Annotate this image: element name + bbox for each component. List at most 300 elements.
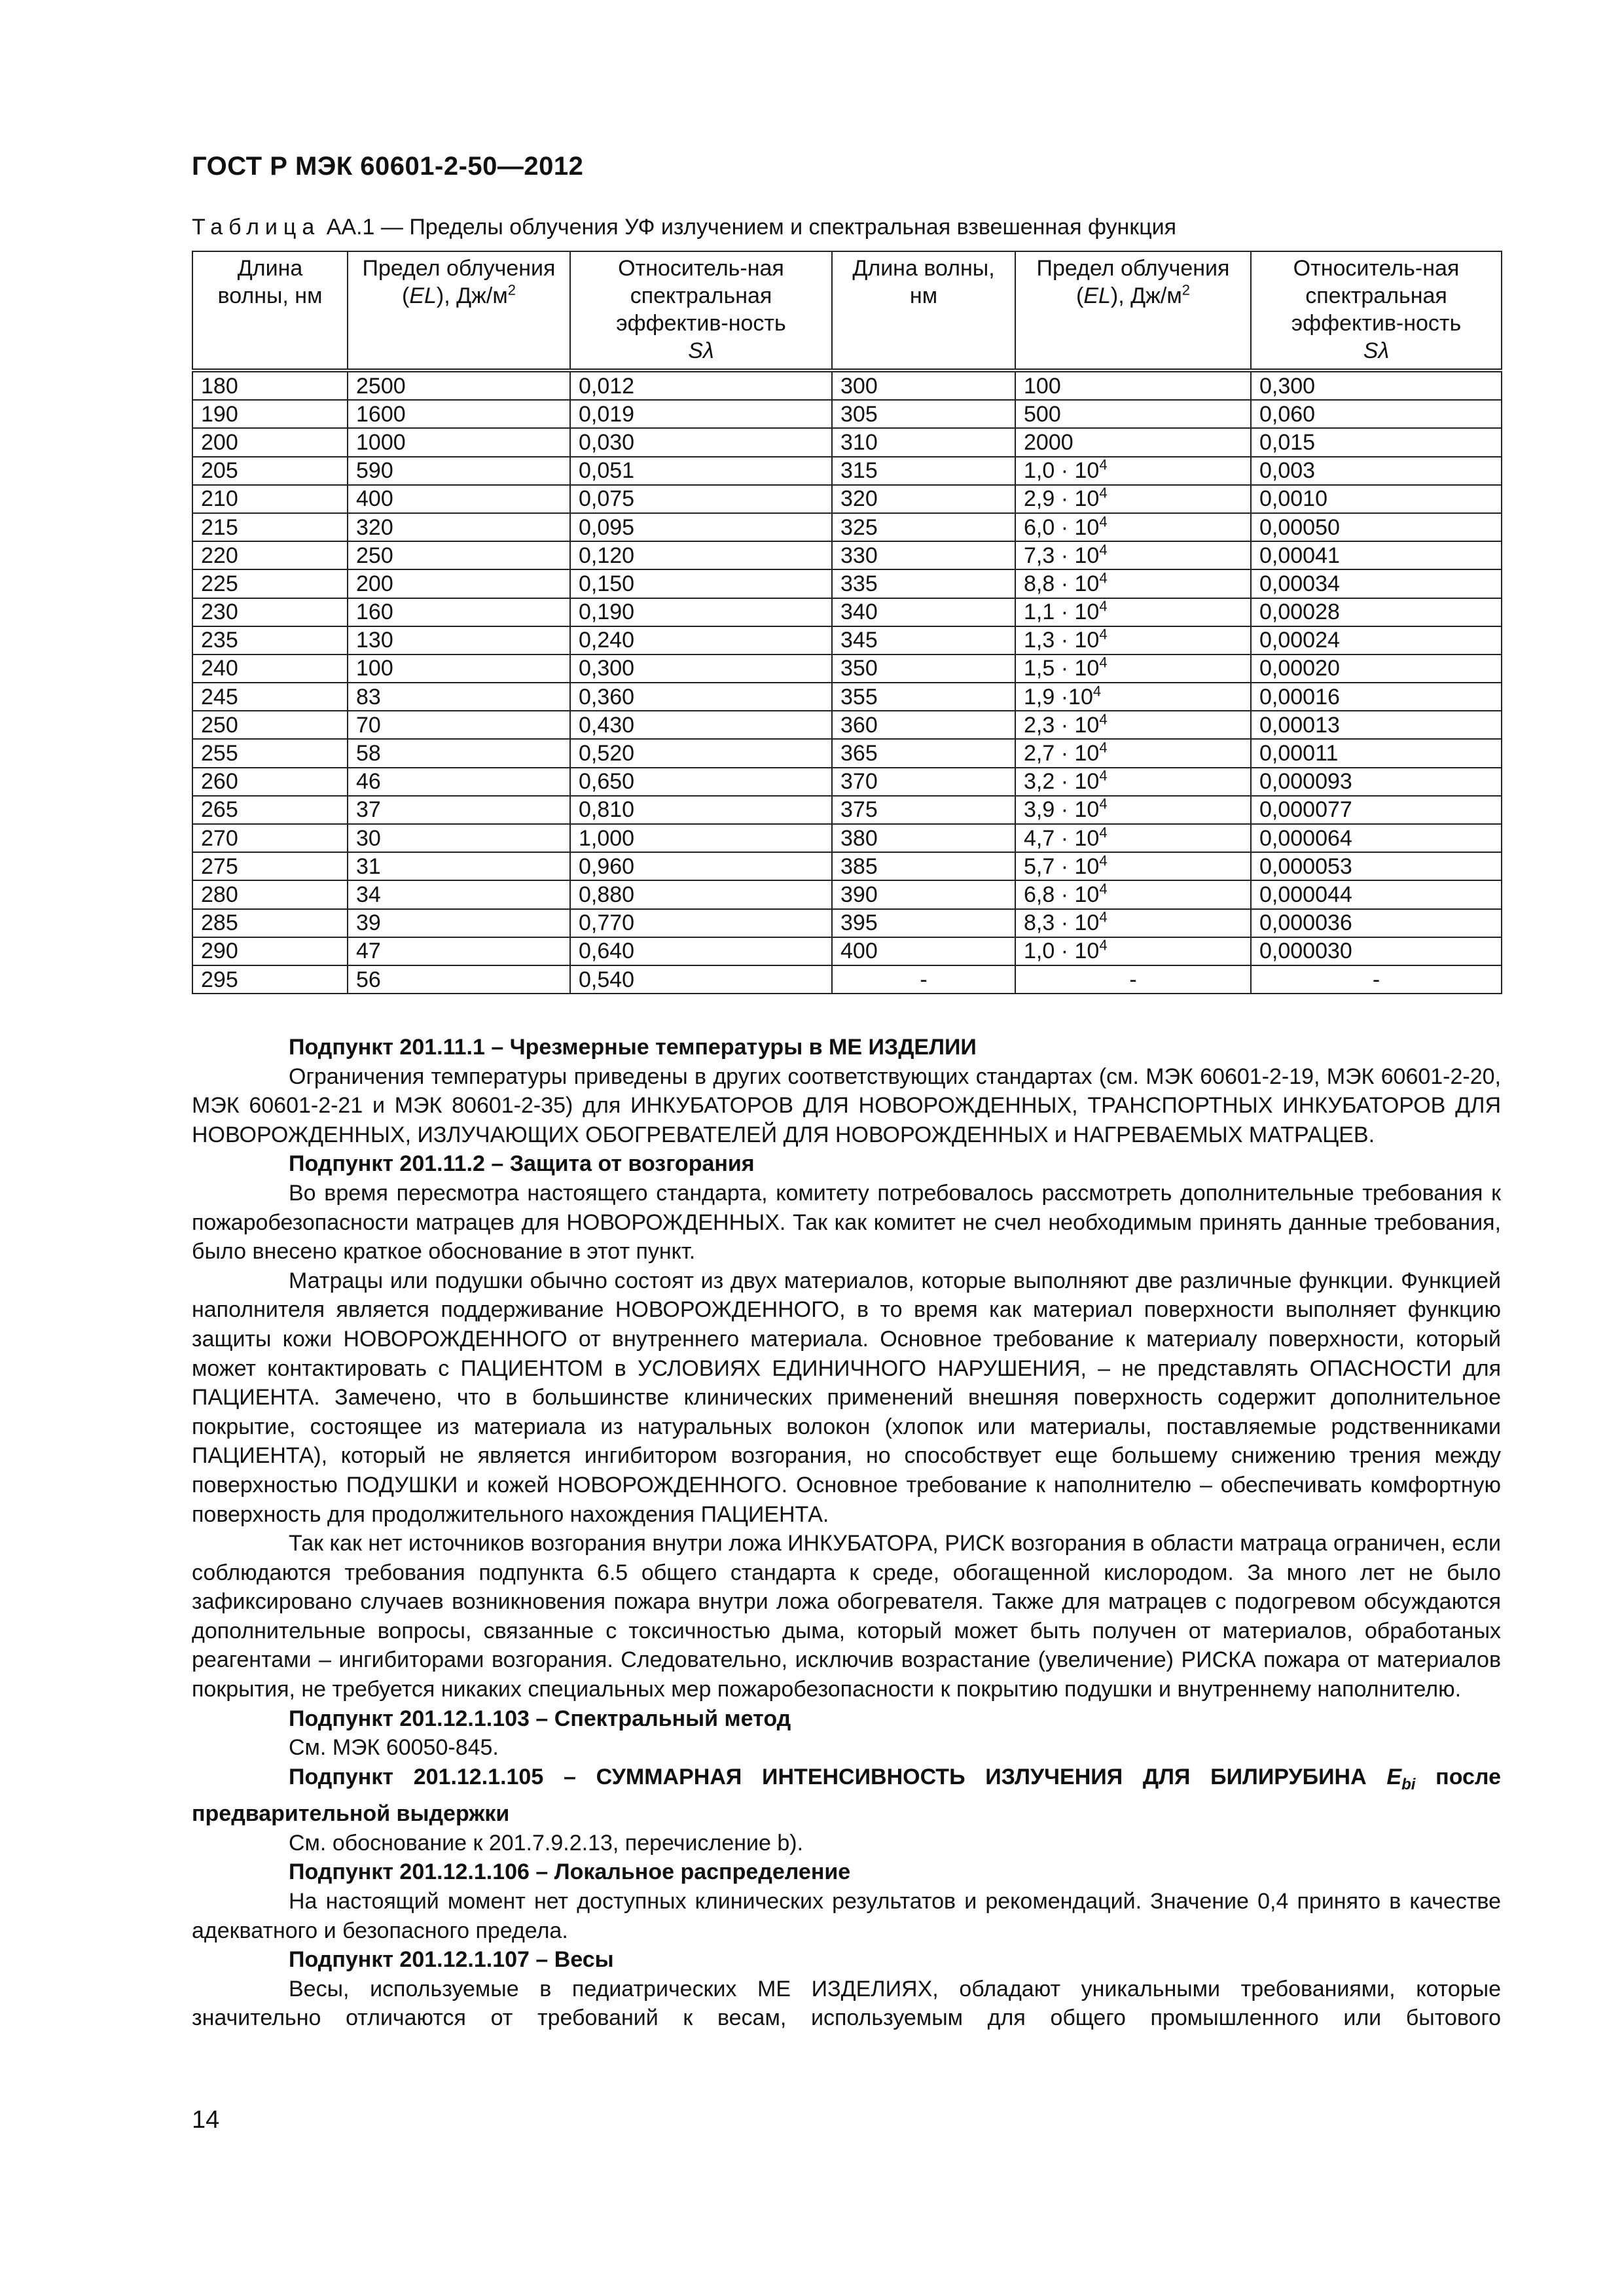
cell-efficiency-2-value: 0,015	[1259, 429, 1316, 455]
heading-text: Подпункт 201.12.1.105 – СУММАРНАЯ ИНТЕНСИВНОСТЬ ИЗЛУЧЕНИЯ ДЛЯ БИЛИРУБИНА	[289, 1764, 1387, 1789]
table-row	[192, 400, 1502, 428]
cell-exposure-limit	[348, 796, 570, 824]
cell-wavelength-2-value: 335	[840, 571, 878, 596]
cell-wavelength-value: 215	[201, 514, 238, 540]
cell-exposure-limit-2	[1015, 852, 1251, 880]
cell-exposure-limit-2-value: 2,9 · 10	[1024, 486, 1100, 512]
cell-efficiency	[570, 965, 832, 994]
cell-exposure-limit-2-value: -	[1129, 967, 1137, 992]
table-row	[192, 937, 1502, 965]
cell-exposure-limit-2	[1015, 768, 1251, 796]
cell-efficiency-2-value: -	[1372, 967, 1380, 992]
cell-efficiency-2	[1251, 937, 1502, 965]
cell-efficiency-2-value: 0,00020	[1259, 656, 1340, 681]
cell-efficiency	[570, 541, 832, 569]
paragraph: Весы, используемые в педиатрических МЕ ИЗДЕЛИЯХ, обладают уникальными требованиями, которые значительно отличаются от требований к весам, используемым для общего промышленного или бытового	[192, 1976, 1501, 2031]
cell-efficiency-value: 0,120	[579, 543, 635, 568]
cell-efficiency-2-value: 0,060	[1259, 401, 1316, 427]
cell-wavelength-2-value: 345	[840, 628, 878, 653]
cell-exposure-limit	[348, 852, 570, 880]
cell-wavelength-value: 240	[201, 656, 238, 681]
cell-exposure-limit-2	[1015, 796, 1251, 824]
cell-wavelength-value: 190	[201, 401, 238, 427]
cell-exposure-limit-value: 70	[356, 712, 381, 738]
cell-exposure-limit	[348, 655, 570, 683]
cell-exposure-limit-2-value: 1,5 · 10	[1024, 656, 1100, 681]
cell-exposure-limit-2-value: 6,0 · 10	[1024, 514, 1100, 540]
paragraph: См. обоснование к 201.7.9.2.13, перечисление b).	[289, 1830, 804, 1856]
paragraph: Во время пересмотра настоящего стандарта, комитету потребовалось рассмотреть дополнительные требования к пожаробезопасности матрацев для НОВОРОЖДЕННЫХ. Так как комитет не счел необходимым принять данные требования, было внесено краткое обоснование в этот пункт.	[192, 1180, 1501, 1265]
cell-efficiency-2	[1251, 485, 1502, 513]
cell-exposure-limit	[348, 428, 570, 456]
exponent: 4	[1099, 937, 1108, 954]
cell-efficiency-2-value: 0,000036	[1259, 910, 1352, 936]
cell-wavelength-2-value: 325	[840, 514, 878, 540]
cell-efficiency	[570, 513, 832, 541]
cell-wavelength-2-value: 365	[840, 741, 878, 766]
cell-efficiency-2	[1251, 626, 1502, 655]
cell-wavelength	[192, 937, 348, 965]
header-efficiency-symbol: Sλ	[688, 338, 714, 363]
cell-exposure-limit-2	[1015, 598, 1251, 626]
cell-exposure-limit-value: 37	[356, 797, 381, 823]
exponent: 4	[1099, 739, 1108, 756]
cell-efficiency	[570, 824, 832, 852]
cell-exposure-limit	[348, 626, 570, 655]
cell-exposure-limit-2-value: 2,7 · 10	[1024, 741, 1100, 766]
cell-exposure-limit-value: 160	[356, 600, 393, 625]
cell-efficiency-value: 0,030	[579, 429, 635, 455]
table-caption	[192, 215, 1176, 240]
cell-efficiency	[570, 655, 832, 683]
cell-wavelength-2-value: 315	[840, 458, 878, 484]
cell-efficiency-value: 0,012	[579, 373, 635, 399]
cell-wavelength-2	[832, 457, 1015, 485]
cell-efficiency-value: 0,360	[579, 684, 635, 709]
cell-exposure-limit	[348, 400, 570, 428]
section-heading-201-12-1-106: Подпункт 201.12.1.106 – Локальное распределение	[289, 1859, 851, 1885]
cell-wavelength	[192, 513, 348, 541]
cell-exposure-limit	[348, 739, 570, 767]
cell-exposure-limit	[348, 598, 570, 626]
cell-exposure-limit-2-value: 4,7 · 10	[1024, 825, 1100, 851]
cell-exposure-limit	[348, 457, 570, 485]
cell-exposure-limit-2	[1015, 909, 1251, 937]
cell-efficiency-value: 0,095	[579, 514, 635, 540]
cell-efficiency	[570, 909, 832, 937]
cell-exposure-limit-2	[1015, 937, 1251, 965]
cell-wavelength-2	[832, 655, 1015, 683]
cell-wavelength	[192, 965, 348, 994]
table-body	[192, 370, 1502, 994]
cell-wavelength-2-value: 395	[840, 910, 878, 936]
cell-efficiency-2	[1251, 513, 1502, 541]
cell-efficiency-2	[1251, 852, 1502, 880]
cell-exposure-limit-2	[1015, 711, 1251, 739]
header-exposure-limit	[348, 251, 570, 370]
section-heading-201-12-1-103: Подпункт 201.12.1.103 – Спектральный метод	[289, 1706, 791, 1731]
cell-wavelength-2-value: 385	[840, 853, 878, 879]
heading-variable: E	[1386, 1764, 1402, 1789]
table-row	[192, 852, 1502, 880]
paragraph: Матрацы или подушки обычно состоят из двух материалов, которые выполняют две различные функции. Функцией наполнителя является поддерживание НОВОРОЖДЕННОГО, в то время как материал поверхности выполняет функцию защиты кожи НОВОРОЖДЕННОГО от внутреннего материала. Основное требование к материалу поверхности, который может контактировать с ПАЦИЕНТОМ в УСЛОВИЯХ ЕДИНИЧНОГО НАРУШЕНИЯ, – не представлять ОПАСНОСТИ для ПАЦИЕНТА. Замечено, что в большинстве клинических применений внешняя поверхность содержит дополнительное покрытие, состоящее из материала из натуральных волокон (хлопок или материалы, поставляемые родственниками ПАЦИЕНТА), который не является ингибитором возгорания, но способствует еще большему снижению трения между поверхностью ПОДУШКИ и кожей НОВОРОЖДЕННОГО. Основное требование к наполнителю – обеспечивать комфортную поверхность для продолжительного нахождения ПАЦИЕНТА.	[192, 1268, 1501, 1527]
cell-efficiency	[570, 768, 832, 796]
cell-wavelength-value: 295	[201, 967, 238, 992]
table-row	[192, 655, 1502, 683]
cell-wavelength-2	[832, 598, 1015, 626]
cell-efficiency-2	[1251, 965, 1502, 994]
header-limit-exp: 2	[1182, 281, 1190, 298]
cell-wavelength-2	[832, 626, 1015, 655]
cell-exposure-limit-2	[1015, 824, 1251, 852]
cell-exposure-limit-2	[1015, 485, 1251, 513]
cell-efficiency	[570, 428, 832, 456]
cell-efficiency-2	[1251, 711, 1502, 739]
cell-exposure-limit-2	[1015, 683, 1251, 711]
cell-efficiency-2-value: 0,00034	[1259, 571, 1340, 596]
cell-efficiency-2	[1251, 796, 1502, 824]
cell-wavelength-2-value: 340	[840, 600, 878, 625]
table-row	[192, 683, 1502, 711]
cell-exposure-limit-2-value: 1,0 · 10	[1024, 458, 1100, 484]
section-heading-201-11-2: Подпункт 201.11.2 – Защита от возгорания	[289, 1151, 755, 1177]
exponent: 4	[1099, 598, 1108, 615]
exponent: 4	[1099, 880, 1108, 897]
header-efficiency-text: Относитель-ная спектральная эффектив-ность	[1291, 256, 1462, 336]
cell-exposure-limit-2-value: 2000	[1024, 429, 1074, 455]
cell-wavelength	[192, 370, 348, 400]
cell-exposure-limit-value: 58	[356, 741, 381, 766]
cell-efficiency-2	[1251, 541, 1502, 569]
cell-efficiency-2	[1251, 569, 1502, 598]
cell-wavelength-2	[832, 485, 1015, 513]
cell-wavelength-2-value: 300	[840, 373, 878, 399]
table-row	[192, 457, 1502, 485]
cell-wavelength-value: 260	[201, 769, 238, 795]
cell-wavelength-2-value: 370	[840, 769, 878, 795]
table-row	[192, 909, 1502, 937]
header-limit-el: EL	[409, 283, 437, 308]
cell-wavelength-value: 230	[201, 600, 238, 625]
cell-wavelength	[192, 796, 348, 824]
cell-exposure-limit-value: 83	[356, 684, 381, 709]
cell-efficiency-2-value: 0,0010	[1259, 486, 1327, 512]
paragraph: Ограничения температуры приведены в других соответствующих стандартах (см. МЭК 60601-2-19, МЭК 60601-2-20, МЭК 60601-2-21 и МЭК 80601-2-35) для ИНКУБАТОРОВ ДЛЯ НОВОРОЖДЕННЫХ, ТРАНСПОРТНЫХ ИНКУБАТОРОВ ДЛЯ НОВОРОЖДЕННЫХ, ИЗЛУЧАЮЩИХ ОБОГРЕВАТЕЛЕЙ ДЛЯ НОВОРОЖДЕННЫХ и НАГРЕВАЕМЫХ МАТРАЦЕВ.	[192, 1064, 1501, 1147]
cell-exposure-limit	[348, 513, 570, 541]
cell-efficiency-2-value: 0,00050	[1259, 514, 1340, 540]
cell-efficiency-2-value: 0,00024	[1259, 628, 1340, 653]
table-row	[192, 541, 1502, 569]
cell-efficiency-2	[1251, 370, 1502, 400]
cell-exposure-limit-2-value: 1,1 · 10	[1024, 600, 1100, 625]
exponent: 4	[1099, 626, 1108, 643]
cell-exposure-limit-2-value: 7,3 · 10	[1024, 543, 1100, 568]
cell-efficiency-2	[1251, 655, 1502, 683]
cell-efficiency-2	[1251, 457, 1502, 485]
cell-efficiency-2-value: 0,300	[1259, 373, 1316, 399]
header-wavelength-2: Длина волны, нм	[832, 251, 1015, 370]
cell-exposure-limit-2	[1015, 965, 1251, 994]
cell-wavelength-value: 210	[201, 486, 238, 512]
cell-exposure-limit-value: 1000	[356, 429, 406, 455]
cell-wavelength-2	[832, 683, 1015, 711]
cell-efficiency-value: 0,430	[579, 712, 635, 738]
cell-wavelength	[192, 457, 348, 485]
exponent: 4	[1099, 541, 1108, 558]
table-row	[192, 824, 1502, 852]
cell-wavelength-2	[832, 370, 1015, 400]
cell-wavelength-value: 225	[201, 571, 238, 596]
uv-exposure-table	[192, 251, 1502, 994]
cell-efficiency-2	[1251, 909, 1502, 937]
cell-exposure-limit-value: 56	[356, 967, 381, 992]
cell-wavelength	[192, 485, 348, 513]
cell-wavelength-2-value: 375	[840, 797, 878, 823]
cell-wavelength-2-value: 400	[840, 939, 878, 964]
cell-wavelength	[192, 428, 348, 456]
cell-exposure-limit-2-value: 3,2 · 10	[1024, 769, 1100, 795]
cell-wavelength-2	[832, 796, 1015, 824]
cell-exposure-limit-2	[1015, 739, 1251, 767]
cell-wavelength-2-value: 330	[840, 543, 878, 568]
cell-wavelength-2	[832, 965, 1015, 994]
cell-efficiency-2-value: 0,000044	[1259, 882, 1352, 907]
table-row	[192, 965, 1502, 994]
cell-efficiency-2-value: 0,000093	[1259, 769, 1352, 795]
cell-wavelength	[192, 655, 348, 683]
cell-wavelength-2-value: 390	[840, 882, 878, 907]
exponent: 4	[1099, 456, 1108, 473]
cell-exposure-limit-2-value: 8,3 · 10	[1024, 910, 1100, 936]
header-relative-efficiency-2	[1251, 251, 1502, 370]
cell-efficiency-2-value: 0,00028	[1259, 600, 1340, 625]
cell-wavelength-value: 270	[201, 825, 238, 851]
exponent: 4	[1099, 711, 1108, 728]
cell-wavelength-2	[832, 852, 1015, 880]
cell-exposure-limit	[348, 711, 570, 739]
cell-exposure-limit	[348, 485, 570, 513]
cell-exposure-limit-2	[1015, 400, 1251, 428]
cell-exposure-limit-value: 250	[356, 543, 393, 568]
cell-efficiency	[570, 626, 832, 655]
cell-wavelength	[192, 909, 348, 937]
cell-wavelength-value: 235	[201, 628, 238, 653]
cell-exposure-limit-value: 100	[356, 656, 393, 681]
cell-exposure-limit-value: 1600	[356, 401, 406, 427]
exponent: 4	[1099, 513, 1108, 530]
cell-exposure-limit-value: 320	[356, 514, 393, 540]
cell-efficiency-value: 0,810	[579, 797, 635, 823]
cell-wavelength-2	[832, 428, 1015, 456]
cell-efficiency	[570, 711, 832, 739]
header-limit-text: Предел облучения (	[362, 256, 556, 308]
cell-exposure-limit-value: 31	[356, 853, 381, 879]
cell-efficiency-2-value: 0,000064	[1259, 825, 1352, 851]
cell-wavelength-value: 245	[201, 684, 238, 709]
cell-efficiency-2-value: 0,000053	[1259, 853, 1352, 879]
table-row	[192, 513, 1502, 541]
cell-efficiency	[570, 880, 832, 908]
paragraph: Так как нет источников возгорания внутри ложа ИНКУБАТОРА, РИСК возгорания в области матраца ограничен, если соблюдаются требования подпункта 6.5 общего стандарта к среде, обогащенной кислородом. За много лет не было зафиксировано случаев возникновения пожара внутри ложа обогревателя. Также для матрацев с подогревом обсуждаются дополнительные вопросы, связанные с токсичностью дыма, который может быть получен от материалов, обработаных реагентами – ингибиторами возгорания. Следовательно, исключив возрастание (увеличение) РИСКА пожара от материалов покрытия, не требуется никаких специальных мер пожаробезопасности к покрытию подушки и внутреннему наполнителю.	[192, 1531, 1501, 1702]
cell-exposure-limit-value: 590	[356, 458, 393, 484]
cell-exposure-limit-2	[1015, 655, 1251, 683]
header-limit-unit: ), Дж/м	[436, 283, 508, 308]
table-row	[192, 598, 1502, 626]
cell-wavelength-value: 220	[201, 543, 238, 568]
table-row	[192, 428, 1502, 456]
cell-wavelength-value: 265	[201, 797, 238, 823]
paragraph: См. МЭК 60050-845.	[289, 1735, 499, 1761]
cell-exposure-limit-value: 47	[356, 939, 381, 964]
cell-efficiency-2-value: 0,000030	[1259, 939, 1352, 964]
cell-exposure-limit	[348, 880, 570, 908]
cell-exposure-limit	[348, 683, 570, 711]
cell-exposure-limit-2	[1015, 513, 1251, 541]
header-wavelength: Длина волны, нм	[192, 251, 348, 370]
cell-wavelength-value: 180	[201, 373, 238, 399]
exponent: 4	[1099, 852, 1108, 869]
table-row	[192, 739, 1502, 767]
cell-wavelength	[192, 711, 348, 739]
cell-exposure-limit	[348, 909, 570, 937]
cell-efficiency	[570, 739, 832, 767]
header-limit-el: EL	[1083, 283, 1111, 308]
cell-efficiency-2	[1251, 880, 1502, 908]
table-row	[192, 768, 1502, 796]
cell-efficiency-value: 0,960	[579, 853, 635, 879]
cell-exposure-limit-2-value: 100	[1024, 373, 1061, 399]
body-text	[192, 1033, 1501, 2033]
cell-wavelength-value: 200	[201, 429, 238, 455]
header-limit-unit: ), Дж/м	[1110, 283, 1182, 308]
exponent: 4	[1099, 655, 1108, 672]
cell-exposure-limit-2	[1015, 457, 1251, 485]
cell-efficiency-2	[1251, 768, 1502, 796]
exponent: 4	[1099, 767, 1108, 784]
paragraph: На настоящий момент нет доступных клинических результатов и рекомендаций. Значение 0,4 принято в качестве адекватного и безопасного предела.	[192, 1889, 1501, 1943]
cell-efficiency-2	[1251, 428, 1502, 456]
cell-wavelength-value: 250	[201, 712, 238, 738]
cell-efficiency	[570, 683, 832, 711]
cell-wavelength-2	[832, 909, 1015, 937]
cell-wavelength-2-value: 380	[840, 825, 878, 851]
cell-exposure-limit-2-value: 500	[1024, 401, 1061, 427]
cell-wavelength-2	[832, 937, 1015, 965]
cell-efficiency	[570, 370, 832, 400]
table-row	[192, 796, 1502, 824]
cell-exposure-limit-2-value: 2,3 · 10	[1024, 712, 1100, 738]
exponent: 4	[1099, 824, 1108, 841]
cell-wavelength-value: 205	[201, 458, 238, 484]
cell-exposure-limit	[348, 370, 570, 400]
cell-exposure-limit	[348, 824, 570, 852]
heading-text-tail: после предварительной выдержки	[192, 1764, 1501, 1827]
cell-efficiency-2	[1251, 824, 1502, 852]
cell-wavelength-value: 285	[201, 910, 238, 936]
header-limit-exp: 2	[507, 281, 516, 298]
table-caption-text: АА.1 — Пределы облучения УФ излучением и спектральная взвешенная функция	[320, 215, 1177, 240]
cell-efficiency	[570, 457, 832, 485]
table-caption-prefix: Таблица	[192, 215, 321, 240]
section-heading-201-12-1-107: Подпункт 201.12.1.107 – Весы	[289, 1947, 614, 1973]
cell-efficiency-2	[1251, 400, 1502, 428]
cell-efficiency-value: 0,075	[579, 486, 635, 512]
cell-efficiency-value: 0,650	[579, 769, 635, 795]
table-header-row	[192, 251, 1502, 370]
cell-efficiency	[570, 485, 832, 513]
document-header: ГОСТ Р МЭК 60601-2-50—2012	[192, 152, 584, 181]
cell-exposure-limit-value: 400	[356, 486, 393, 512]
cell-efficiency-value: 0,019	[579, 401, 635, 427]
cell-wavelength-2-value: 350	[840, 656, 878, 681]
cell-wavelength-2	[832, 880, 1015, 908]
cell-wavelength	[192, 626, 348, 655]
cell-wavelength	[192, 880, 348, 908]
cell-efficiency-value: 0,051	[579, 458, 635, 484]
cell-wavelength-2-value: 355	[840, 684, 878, 709]
cell-efficiency-value: 0,520	[579, 741, 635, 766]
cell-efficiency-value: 0,300	[579, 656, 635, 681]
cell-exposure-limit-value: 46	[356, 769, 381, 795]
cell-exposure-limit-2	[1015, 370, 1251, 400]
cell-efficiency-value: 0,190	[579, 600, 635, 625]
cell-wavelength-value: 280	[201, 882, 238, 907]
cell-exposure-limit	[348, 541, 570, 569]
page-number: 14	[192, 2106, 220, 2134]
cell-exposure-limit-2-value: 1,9 ·10	[1024, 684, 1093, 709]
cell-exposure-limit-2	[1015, 880, 1251, 908]
cell-exposure-limit-value: 30	[356, 825, 381, 851]
cell-wavelength-2	[832, 400, 1015, 428]
cell-efficiency-2-value: 0,00011	[1259, 741, 1339, 766]
cell-efficiency	[570, 400, 832, 428]
cell-wavelength	[192, 739, 348, 767]
cell-wavelength-2	[832, 739, 1015, 767]
cell-efficiency-value: 0,540	[579, 967, 635, 992]
cell-efficiency-value: 0,240	[579, 628, 635, 653]
cell-exposure-limit-2-value: 6,8 · 10	[1024, 882, 1100, 907]
cell-exposure-limit-value: 39	[356, 910, 381, 936]
exponent: 4	[1099, 908, 1108, 925]
cell-exposure-limit-value: 34	[356, 882, 381, 907]
table-row	[192, 711, 1502, 739]
cell-efficiency-2-value: 0,003	[1259, 458, 1316, 484]
cell-efficiency	[570, 796, 832, 824]
cell-exposure-limit-2-value: 8,8 · 10	[1024, 571, 1100, 596]
section-heading-201-11-1: Подпункт 201.11.1 – Чрезмерные температуры в МЕ ИЗДЕЛИИ	[289, 1035, 977, 1060]
cell-wavelength-value: 275	[201, 853, 238, 879]
cell-efficiency-2	[1251, 739, 1502, 767]
cell-exposure-limit-2	[1015, 569, 1251, 598]
cell-wavelength-2-value: -	[920, 967, 928, 992]
cell-wavelength	[192, 824, 348, 852]
header-exposure-limit-2	[1015, 251, 1251, 370]
table-row	[192, 370, 1502, 400]
table-row	[192, 485, 1502, 513]
cell-exposure-limit-value: 130	[356, 628, 393, 653]
cell-exposure-limit-value: 2500	[356, 373, 406, 399]
table-row	[192, 880, 1502, 908]
header-relative-efficiency	[570, 251, 832, 370]
header-limit-text: Предел облучения (	[1036, 256, 1230, 308]
cell-exposure-limit-2	[1015, 541, 1251, 569]
cell-wavelength-2	[832, 768, 1015, 796]
cell-wavelength	[192, 400, 348, 428]
cell-wavelength-value: 255	[201, 741, 238, 766]
cell-wavelength-2	[832, 711, 1015, 739]
table-row	[192, 626, 1502, 655]
cell-exposure-limit	[348, 569, 570, 598]
